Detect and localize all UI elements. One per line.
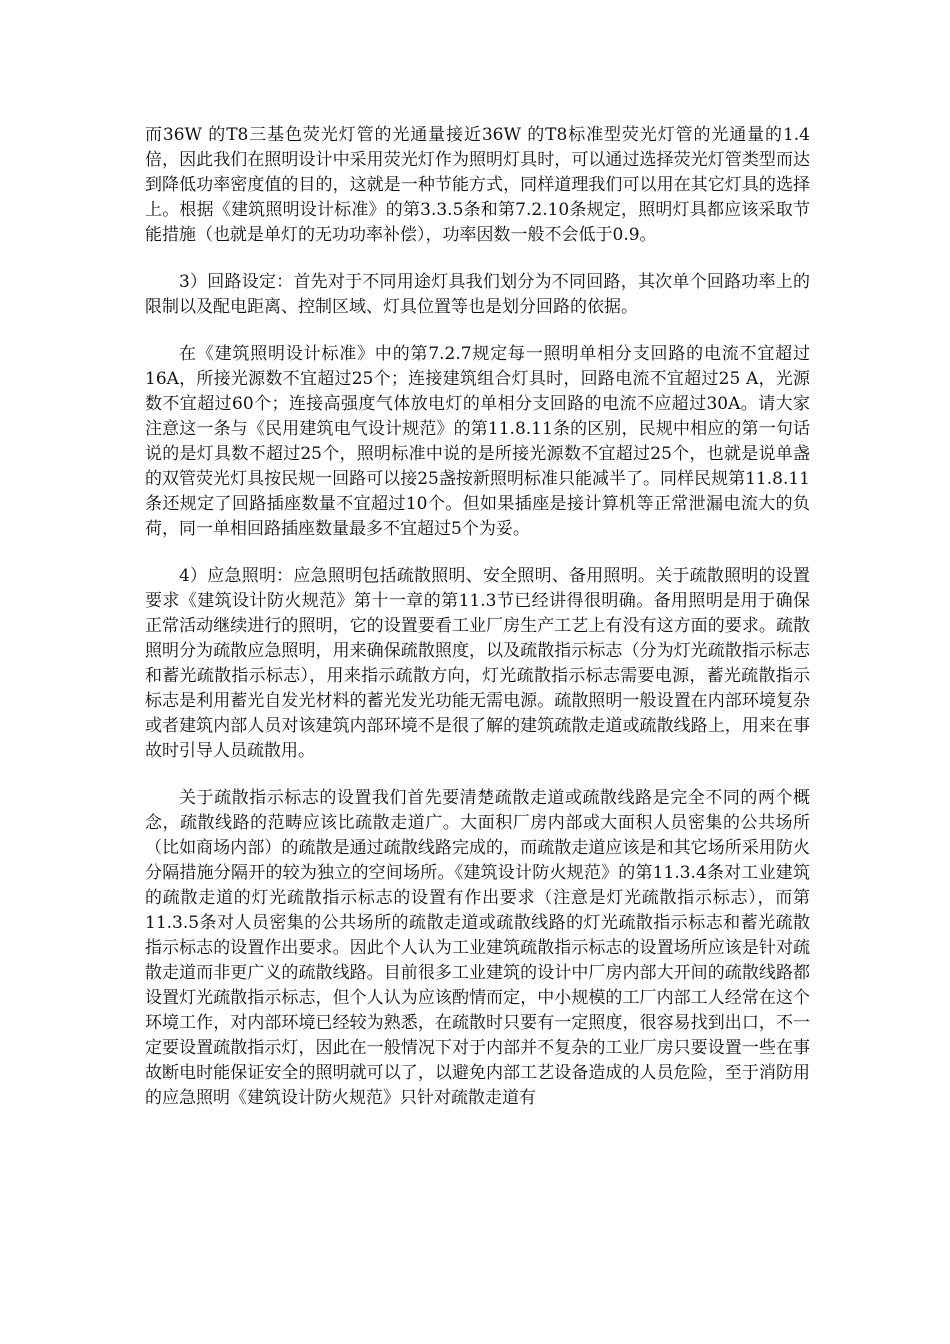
paragraph-lighting-efficiency: 而36W 的T8三基色荧光灯管的光通量接近36W 的T8标准型荧光灯管的光通量的1.4倍，因此我们在照明设计中采用荧光灯作为照明灯具时，可以通过选择荧光灯管类型而达到降低功率密度值的目的，这就是一种节能方式，同样道理我们可以用在其它灯具的选择上。根据《建筑照明设计标准》的第3.3.5条和第7.2.10条规定，照明灯具都应该采取节能措施（也就是单灯的无功功率补偿），功率因数一般不会低于0.9。 (145, 125, 810, 245)
document-body (145, 123, 810, 1111)
paragraph-circuit-standard: 在《建筑照明设计标准》中的第7.2.7规定每一照明单相分支回路的电流不宜超过16A，所接光源数不宜超过25个；连接建筑组合灯具时，回路电流不宜超过25 A，光源数不宜超过60个；连接高强度气体放电灯的单相分支回路的电流不应超过30A。请大家注意这一条与《民用建筑电气设计规范》的第11.8.11条的区别，民规中相应的第一句话说的是灯具数不超过25个，照明标准中说的是所接光源数不宜超过25个，也就是说单盏的双管荧光灯具按民规一回路可以接25盏按新照明标准只能减半了。同样民规第11.8.11条还规定了回路插座数量不宜超过10个。但如果插座是接计算机等正常泄漏电流大的负荷，同一单相回路插座数量最多不宜超过5个为妥。 (145, 344, 810, 539)
paragraph-emergency-lighting: 4）应急照明：应急照明包括疏散照明、安全照明、备用照明。关于疏散照明的设置要求《建筑设计防火规范》第十一章的第11.3节已经讲得很明确。备用照明是用于确保正常活动继续进行的照明，它的设置要看工业厂房生产工艺上有没有这方面的要求。疏散照明分为疏散应急照明，用来确保疏散照度，以及疏散指示标志（分为灯光疏散指示标志和蓄光疏散指示标志），用来指示疏散方向，灯光疏散指示标志需要电源，蓄光疏散指示标志是利用蓄光自发光材料的蓄光发光功能无需电源。疏散照明一般设置在内部环境复杂或者建筑内部人员对该建筑内部环境不是很了解的建筑疏散走道或疏散线路上，用来在事故时引导人员疏散用。 (145, 566, 810, 761)
paragraph-evacuation-signs: 关于疏散指示标志的设置我们首先要清楚疏散走道或疏散线路是完全不同的两个概念，疏散线路的范畴应该比疏散走道广。大面积厂房内部或大面积人员密集的公共场所（比如商场内部）的疏散是通过疏散线路完成的，而疏散走道应该是和其它场所采用防火分隔措施分隔开的较为独立的空间场所。《建筑设计防火规范》的第11.3.4条对工业建筑的疏散走道的灯光疏散指示标志的设置有作出要求（注意是灯光疏散指示标志），而第11.3.5条对人员密集的公共场所的疏散走道或疏散线路的灯光疏散指示标志和蓄光疏散指示标志的设置作出要求。因此个人认为工业建筑疏散指示标志的设置场所应该是针对疏散走道而非更广义的疏散线路。目前很多工业建筑的设计中厂房内部大开间的疏散线路都设置灯光疏散指示标志，但个人认为应该酌情而定，中小规模的工厂内部工人经常在这个环境工作，对内部环境已经较为熟悉，在疏散时只要有一定照度，很容易找到出口，不一定要设置疏散指示灯，因此在一般情况下对于内部并不复杂的工业厂房只要设置一些在事故断电时能保证安全的照明就可以了，以避免内部工艺设备造成的人员危险，至于消防用的应急照明《建筑设计防火规范》只针对疏散走道有 (145, 788, 810, 1108)
paragraph-circuit-setting: 3）回路设定：首先对于不同用途灯具我们划分为不同回路，其次单个回路功率上的限制以及配电距离、控制区域、灯具位置等也是划分回路的依据。 (145, 272, 810, 317)
